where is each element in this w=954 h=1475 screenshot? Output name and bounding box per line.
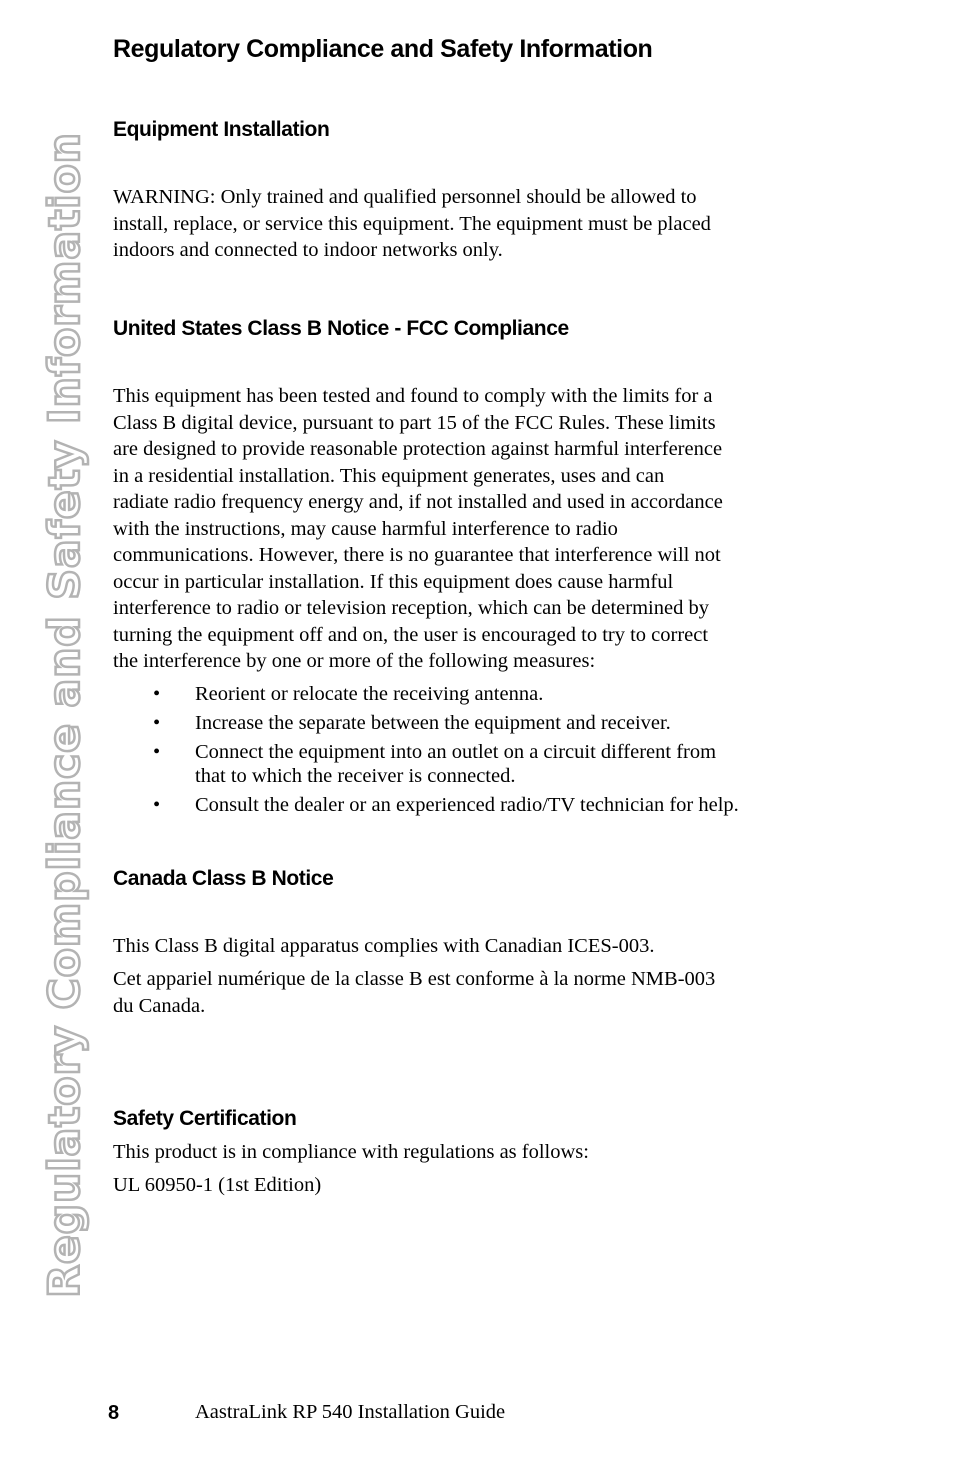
list-item-text-continued: that to which the receiver is connected. <box>195 765 516 787</box>
list-item-text: Reorient or relocate the receiving antenna. <box>195 683 544 705</box>
equipment-installation-heading: Equipment Installation <box>113 118 330 141</box>
list-item <box>113 682 739 706</box>
fcc-text <box>113 383 723 675</box>
text-line: the interference by one or more of the following measures: <box>113 650 596 672</box>
list-item <box>113 711 739 735</box>
bullet-icon: • <box>153 683 161 705</box>
side-section-title: Regulatory Compliance and Safety Information <box>40 132 90 1298</box>
text-line: WARNING: Only trained and qualified personnel should be allowed to <box>113 186 697 208</box>
fcc-heading: United States Class B Notice - FCC Compliance <box>113 317 569 340</box>
bullet-icon: • <box>153 741 161 763</box>
list-item-text: Consult the dealer or an experienced radio/TV technician for help. <box>195 794 739 816</box>
canada-heading: Canada Class B Notice <box>113 867 334 890</box>
text-line: du Canada. <box>113 994 206 1017</box>
list-item <box>113 740 739 788</box>
safety-heading: Safety Certification <box>113 1107 297 1130</box>
text-line: indoors and connected to indoor networks only. <box>113 239 503 261</box>
safety-standard: UL 60950-1 (1st Edition) <box>113 1174 322 1196</box>
canada-text-fr <box>113 966 715 1019</box>
footer-guide-title: AastraLink RP 540 Installation Guide <box>195 1401 506 1423</box>
text-line: Class B digital device, pursuant to part 15 of the FCC Rules. These limits <box>113 411 716 434</box>
text-line: communications. However, there is no guarantee that interference will not <box>113 544 721 566</box>
text-line: Cet appariel numérique de la classe B est conforme à la norme NMB-003 <box>113 968 716 990</box>
equipment-installation-text <box>113 184 711 264</box>
canada-text-en: This Class B digital apparatus complies with Canadian ICES-003. <box>113 935 655 957</box>
text-line: turning the equipment off and on, the user is encouraged to try to correct <box>113 623 709 646</box>
list-item-text: Increase the separate between the equipment and receiver. <box>195 712 671 734</box>
text-line: are designed to provide reasonable protection against harmful interference <box>113 438 723 460</box>
bullet-icon: • <box>153 794 161 816</box>
text-line: radiate radio frequency energy and, if not installed and used in accordance <box>113 491 723 513</box>
text-line: occur in particular installation. If this equipment does cause harmful <box>113 570 674 593</box>
fcc-measures-list <box>113 682 739 822</box>
safety-text: This product is in compliance with regulations as follows: <box>113 1141 589 1163</box>
text-line: interference to radio or television reception, which can be determined by <box>113 597 709 619</box>
list-item-text: Connect the equipment into an outlet on a circuit different from <box>195 741 717 763</box>
list-item <box>113 793 739 817</box>
text-line: install, replace, or service this equipment. The equipment must be placed <box>113 212 711 235</box>
bullet-icon: • <box>153 712 161 734</box>
page-number: 8 <box>108 1402 120 1424</box>
text-line: in a residential installation. This equipment generates, uses and can <box>113 464 665 487</box>
text-line: This equipment has been tested and found to comply with the limits for a <box>113 385 713 407</box>
text-line: with the instructions, may cause harmful interference to radio <box>113 517 618 540</box>
page-heading: Regulatory Compliance and Safety Information <box>113 35 653 63</box>
